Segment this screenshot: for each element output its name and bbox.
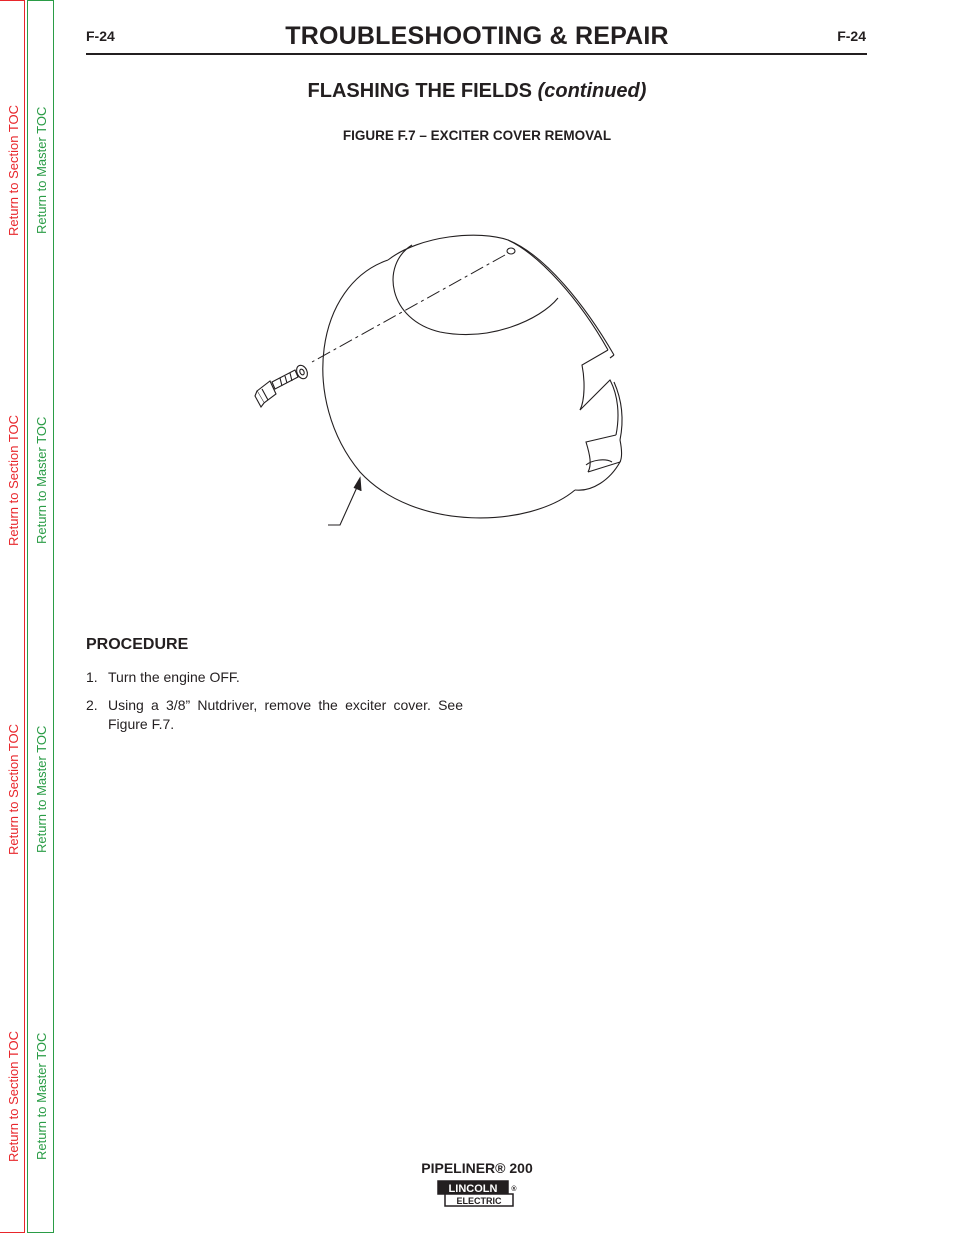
cover-rim [580,350,608,410]
section-title-suffix: (continued) [537,80,647,102]
cover-body [323,260,575,518]
step-text: Using a 3/8” Nutdriver, remove the exciter cover. See Figure F.7. [108,697,463,732]
lincoln-electric-logo [437,1180,517,1213]
section-title [0,80,954,103]
cover-top-flange [388,235,608,350]
step-text: Turn the engine OFF. [108,669,240,685]
return-to-section-toc-link-3[interactable]: Return to Section TOC [6,723,21,855]
logo-top-text: LINCOLN [448,1183,498,1195]
return-to-section-toc-link-4[interactable]: Return to Section TOC [6,1030,21,1162]
return-to-master-toc-link-4[interactable]: Return to Master TOC [34,1032,49,1160]
figure-caption: FIGURE F.7 – EXCITER COVER REMOVAL [342,128,612,143]
page-number-right: F-24 [837,28,866,44]
cover-recess [393,245,558,334]
page-number-left: F-24 [86,28,115,44]
step-number: 1. [86,669,98,685]
mounting-hole [507,248,515,254]
logo-registered-mark: ® [511,1186,517,1193]
header-rule [86,53,867,55]
product-model: PIPELINER® 200 [421,1160,533,1176]
logo-bottom-text: ELECTRIC [456,1196,502,1206]
return-to-master-toc-link-1[interactable]: Return to Master TOC [34,106,49,234]
return-to-section-toc-link-2[interactable]: Return to Section TOC [6,414,21,546]
return-to-master-toc-link-3[interactable]: Return to Master TOC [34,725,49,853]
return-to-section-toc-link-1[interactable]: Return to Section TOC [6,104,21,236]
exciter-cover-figure [240,210,660,545]
leader-line [328,485,358,525]
exciter-cover-drawing [240,210,660,540]
return-to-master-toc-link-2[interactable]: Return to Master TOC [34,416,49,544]
bolt [255,370,298,407]
page-title: TROUBLESHOOTING & REPAIR [285,22,669,50]
section-title-main: FLASHING THE FIELDS [307,80,532,102]
step-number: 2. [86,697,98,713]
procedure-heading: PROCEDURE [86,636,189,653]
bolt-centerline [312,255,505,362]
